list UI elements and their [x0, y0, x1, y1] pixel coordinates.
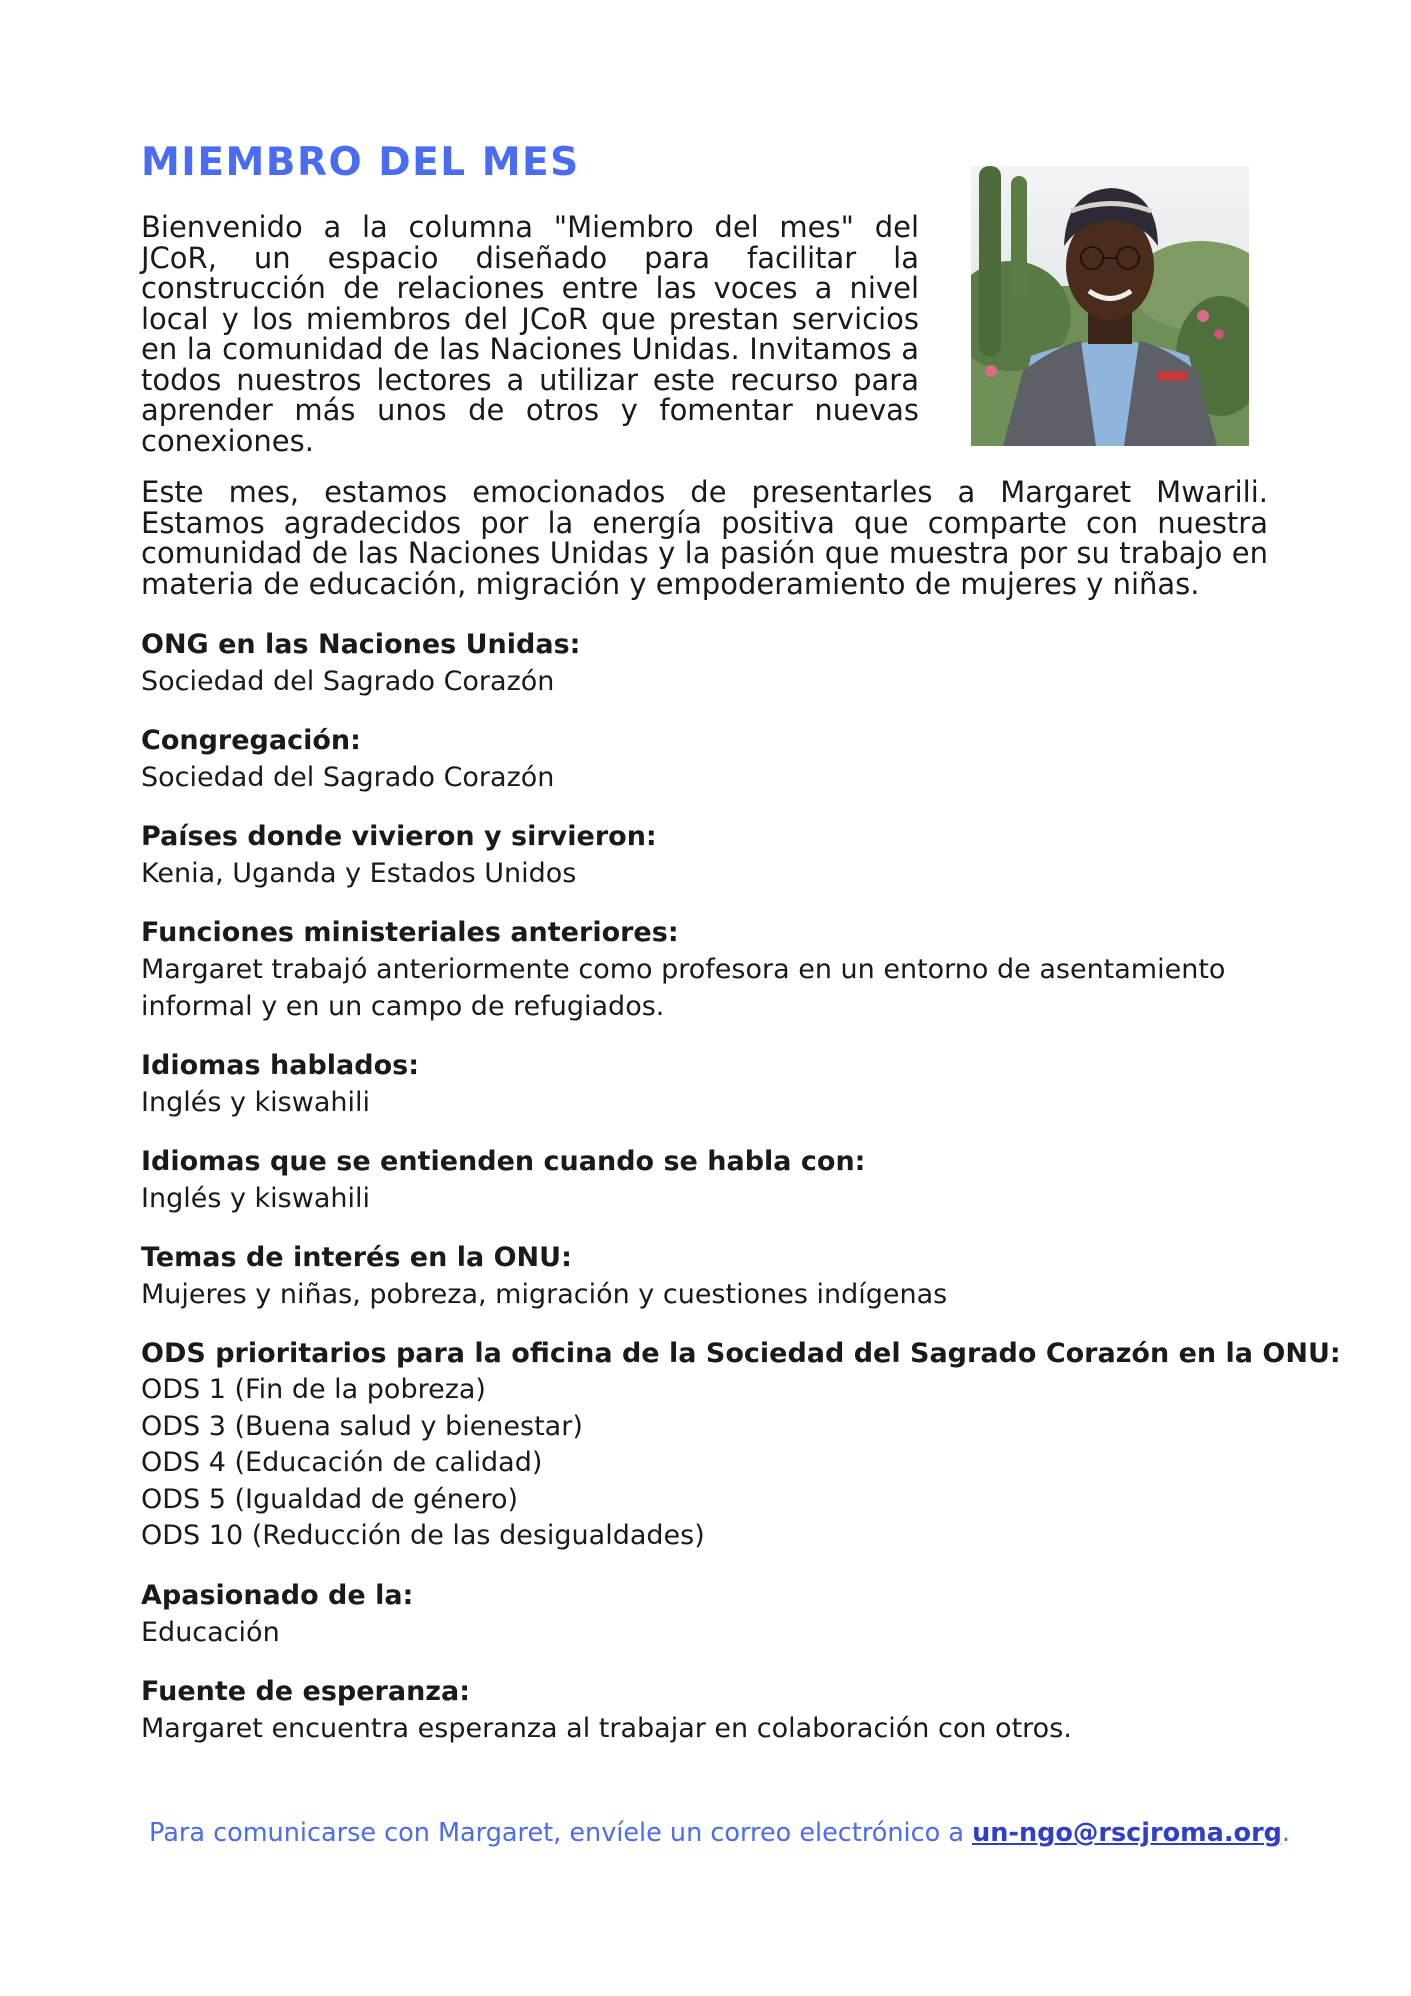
- un-topics-value: Mujeres y niñas, pobreza, migración y cuestiones indígenas: [141, 1279, 948, 1310]
- sdg-item: ODS 3 (Buena salud y bienestar): [141, 1410, 583, 1442]
- intro-paragraph: Bienvenido a la columna "Miembro del mes" del JCoR, un espacio diseñado para facilitar la construcción de relaciones entre las voces a nivel local y los miembros del JCoR que prestan servicios en la comunidad de las Naciones Unidas. Invitamos a todos nuestros lectores a utilizar este recurso para aprender más unos de otros y fomentar nuevas conexiones.: [141, 210, 919, 458]
- contact-text: Para comunicarse con Margaret, envíele un correo electrónico a: [149, 1818, 973, 1848]
- ministry-value: Margaret trabajó anteriormente como profesora en un entorno de asentamiento informal y en un campo de refugiados.: [141, 954, 1226, 1022]
- sdgs-label: ODS prioritarios para la oficina de la Sociedad del Sagrado Corazón en la ONU:: [141, 1338, 1341, 1369]
- hope-field: [141, 1673, 1311, 1747]
- passion-label: Apasionado de la:: [141, 1579, 414, 1611]
- congregation-label: Congregación:: [141, 725, 361, 756]
- sdgs-list: [141, 1372, 1311, 1555]
- languages-understood-value: Inglés y kiswahili: [141, 1183, 370, 1214]
- ong-field: [141, 626, 1311, 700]
- ong-value: Sociedad del Sagrado Corazón: [141, 666, 555, 697]
- countries-value: Kenia, Uganda y Estados Unidos: [141, 858, 577, 889]
- presentation-paragraph: Este mes, estamos emocionados de presentarles a Margaret Mwarili. Estamos agradecidos por la energía positiva que comparte con nuestra comunidad de las Naciones Unidas y la pasión que muestra por su trabajo en materia de educación, migración y empoderamiento de mujeres y niñas.: [141, 475, 1268, 601]
- contact-trailing: .: [1281, 1818, 1291, 1848]
- sdgs-field: [141, 1335, 1341, 1555]
- hope-value: Margaret encuentra esperanza al trabajar en colaboración con otros.: [141, 1712, 1072, 1744]
- contact-line: [149, 1816, 1290, 1850]
- un-topics-label: Temas de interés en la ONU:: [141, 1242, 572, 1273]
- page-title: MIEMBRO DEL MES: [141, 140, 580, 185]
- sdg-item: ODS 4 (Educación de calidad): [141, 1447, 543, 1478]
- member-profile: [141, 626, 1341, 1769]
- countries-label: Países donde vivieron y sirvieron:: [141, 821, 657, 852]
- passion-field: [141, 1577, 1311, 1651]
- countries-field: [141, 818, 1311, 892]
- contact-email-link[interactable]: un-ngo@rscjroma.org: [972, 1818, 1282, 1848]
- languages-spoken-field: [141, 1047, 1311, 1121]
- un-topics-field: [141, 1239, 1311, 1313]
- languages-understood-field: [141, 1143, 1311, 1217]
- languages-spoken-value: Inglés y kiswahili: [141, 1087, 370, 1118]
- hope-label: Fuente de esperanza:: [141, 1675, 471, 1707]
- ministry-label: Funciones ministeriales anteriores:: [141, 917, 679, 948]
- sdg-item: ODS 1 (Fin de la pobreza): [141, 1374, 486, 1405]
- sdg-item: ODS 10 (Reducción de las desigualdades): [141, 1520, 705, 1551]
- languages-understood-label: Idiomas que se entienden cuando se habla con:: [141, 1146, 866, 1177]
- ong-label: ONG en las Naciones Unidas:: [141, 629, 581, 660]
- languages-spoken-label: Idiomas hablados:: [141, 1050, 419, 1081]
- sdg-item: ODS 5 (Igualdad de género): [141, 1483, 519, 1515]
- ministry-field: [141, 914, 1311, 1025]
- congregation-value: Sociedad del Sagrado Corazón: [141, 762, 555, 793]
- member-photo: [971, 166, 1249, 446]
- passion-value: Educación: [141, 1616, 280, 1648]
- congregation-field: [141, 722, 1311, 796]
